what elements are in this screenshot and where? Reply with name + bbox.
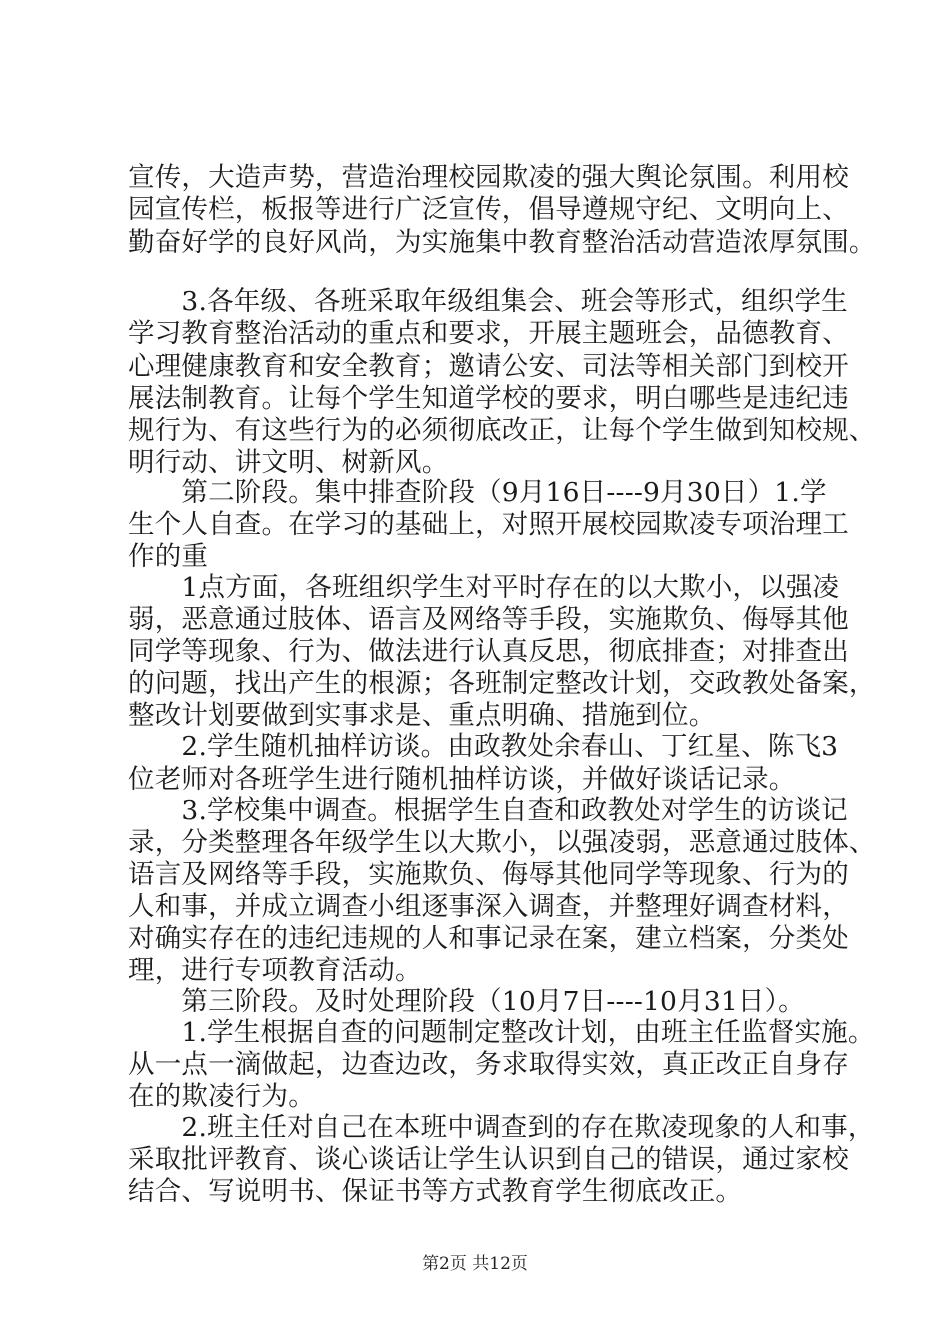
paragraph-line: 宣传，大造声势，营造治理校园欺凌的强大舆论氛围。利用校	[128, 162, 849, 193]
paragraph-line: 1.学生根据自查的问题制定整改计划，由班主任监督实施。	[128, 1017, 875, 1048]
paragraph-line: 2.学生随机抽样访谈。由政教处余春山、丁红星、陈飞3	[128, 731, 839, 762]
paragraph-line: 采取批评教育、谈心谈话让学生认识到自己的错误，通过家校	[128, 1144, 849, 1175]
paragraph-line: 录，分类整理各年级学生以大欺小，以强凌弱，恶意通过肢体、	[128, 827, 876, 858]
paragraph-line: 规行为、有这些行为的必须彻底改正，让每个学生做到知校规、	[128, 415, 876, 446]
paragraph-line: 勤奋好学的良好风尚，为实施集中教育整治活动营造浓厚氛围。	[128, 227, 876, 258]
paragraph-line: 同学等现象、行为、做法进行认真反思，彻底排查；对排查出	[128, 636, 849, 667]
paragraph-line: 对确实存在的违纪违规的人和事记录在案，建立档案，分类处	[128, 923, 849, 954]
paragraph-line: 在的欺凌行为。	[128, 1081, 315, 1112]
paragraph-line: 心理健康教育和安全教育；邀请公安、司法等相关部门到校开	[128, 351, 849, 382]
paragraph-line: 学习教育整治活动的重点和要求，开展主题班会，品德教育、	[128, 318, 849, 349]
page-footer: 第2页 共12页	[422, 1254, 528, 1274]
paragraph-line: 2.班主任对自己在本班中调查到的存在欺凌现象的人和事，	[128, 1112, 875, 1143]
paragraph-line: 作的重	[128, 541, 209, 572]
paragraph-line: 弱，恶意通过肢体、语言及网络等手段，实施欺负、侮辱其他	[128, 604, 849, 635]
paragraph-line: 人和事，并成立调查小组逐事深入调查，并整理好调查材料，	[128, 891, 849, 922]
paragraph-line: 第三阶段。及时处理阶段（10月7日----10月31日）。	[128, 986, 805, 1017]
paragraph-line: 理，进行专项教育活动。	[128, 955, 422, 986]
paragraph-line: 1点方面，各班组织学生对平时存在的以大欺小，以强凌	[128, 572, 840, 603]
paragraph-line: 生个人自查。在学习的基础上，对照开展校园欺凌专项治理工	[128, 509, 849, 540]
paragraph-line: 第二阶段。集中排查阶段（9月16日----9月30日）1.学	[128, 477, 827, 508]
paragraph-line: 3.学校集中调查。根据学生自查和政教处对学生的访谈记	[128, 795, 848, 826]
paragraph-line: 园宣传栏，板报等进行广泛宣传，倡导遵规守纪、文明向上、	[128, 194, 849, 225]
paragraph-line: 从一点一滴做起，边查边改，务求取得实效，真正改正自身存	[128, 1049, 849, 1080]
paragraph-line: 整改计划要做到实事求是、重点明确、措施到位。	[128, 700, 716, 731]
paragraph-line: 语言及网络等手段，实施欺负、侮辱其他同学等现象、行为的	[128, 859, 849, 890]
paragraph-line: 明行动、讲文明、树新风。	[128, 447, 449, 478]
paragraph-line: 3.各年级、各班采取年级组集会、班会等形式，组织学生	[128, 286, 848, 317]
paragraph-line: 展法制教育。让每个学生知道学校的要求，明白哪些是违纪违	[128, 383, 849, 414]
paragraph-line: 结合、写说明书、保证书等方式教育学生彻底改正。	[128, 1176, 743, 1207]
paragraph-line: 位老师对各班学生进行随机抽样访谈，并做好谈话记录。	[128, 764, 796, 795]
paragraph-line: 的问题，找出产生的根源；各班制定整改计划，交政教处备案，	[128, 668, 876, 699]
